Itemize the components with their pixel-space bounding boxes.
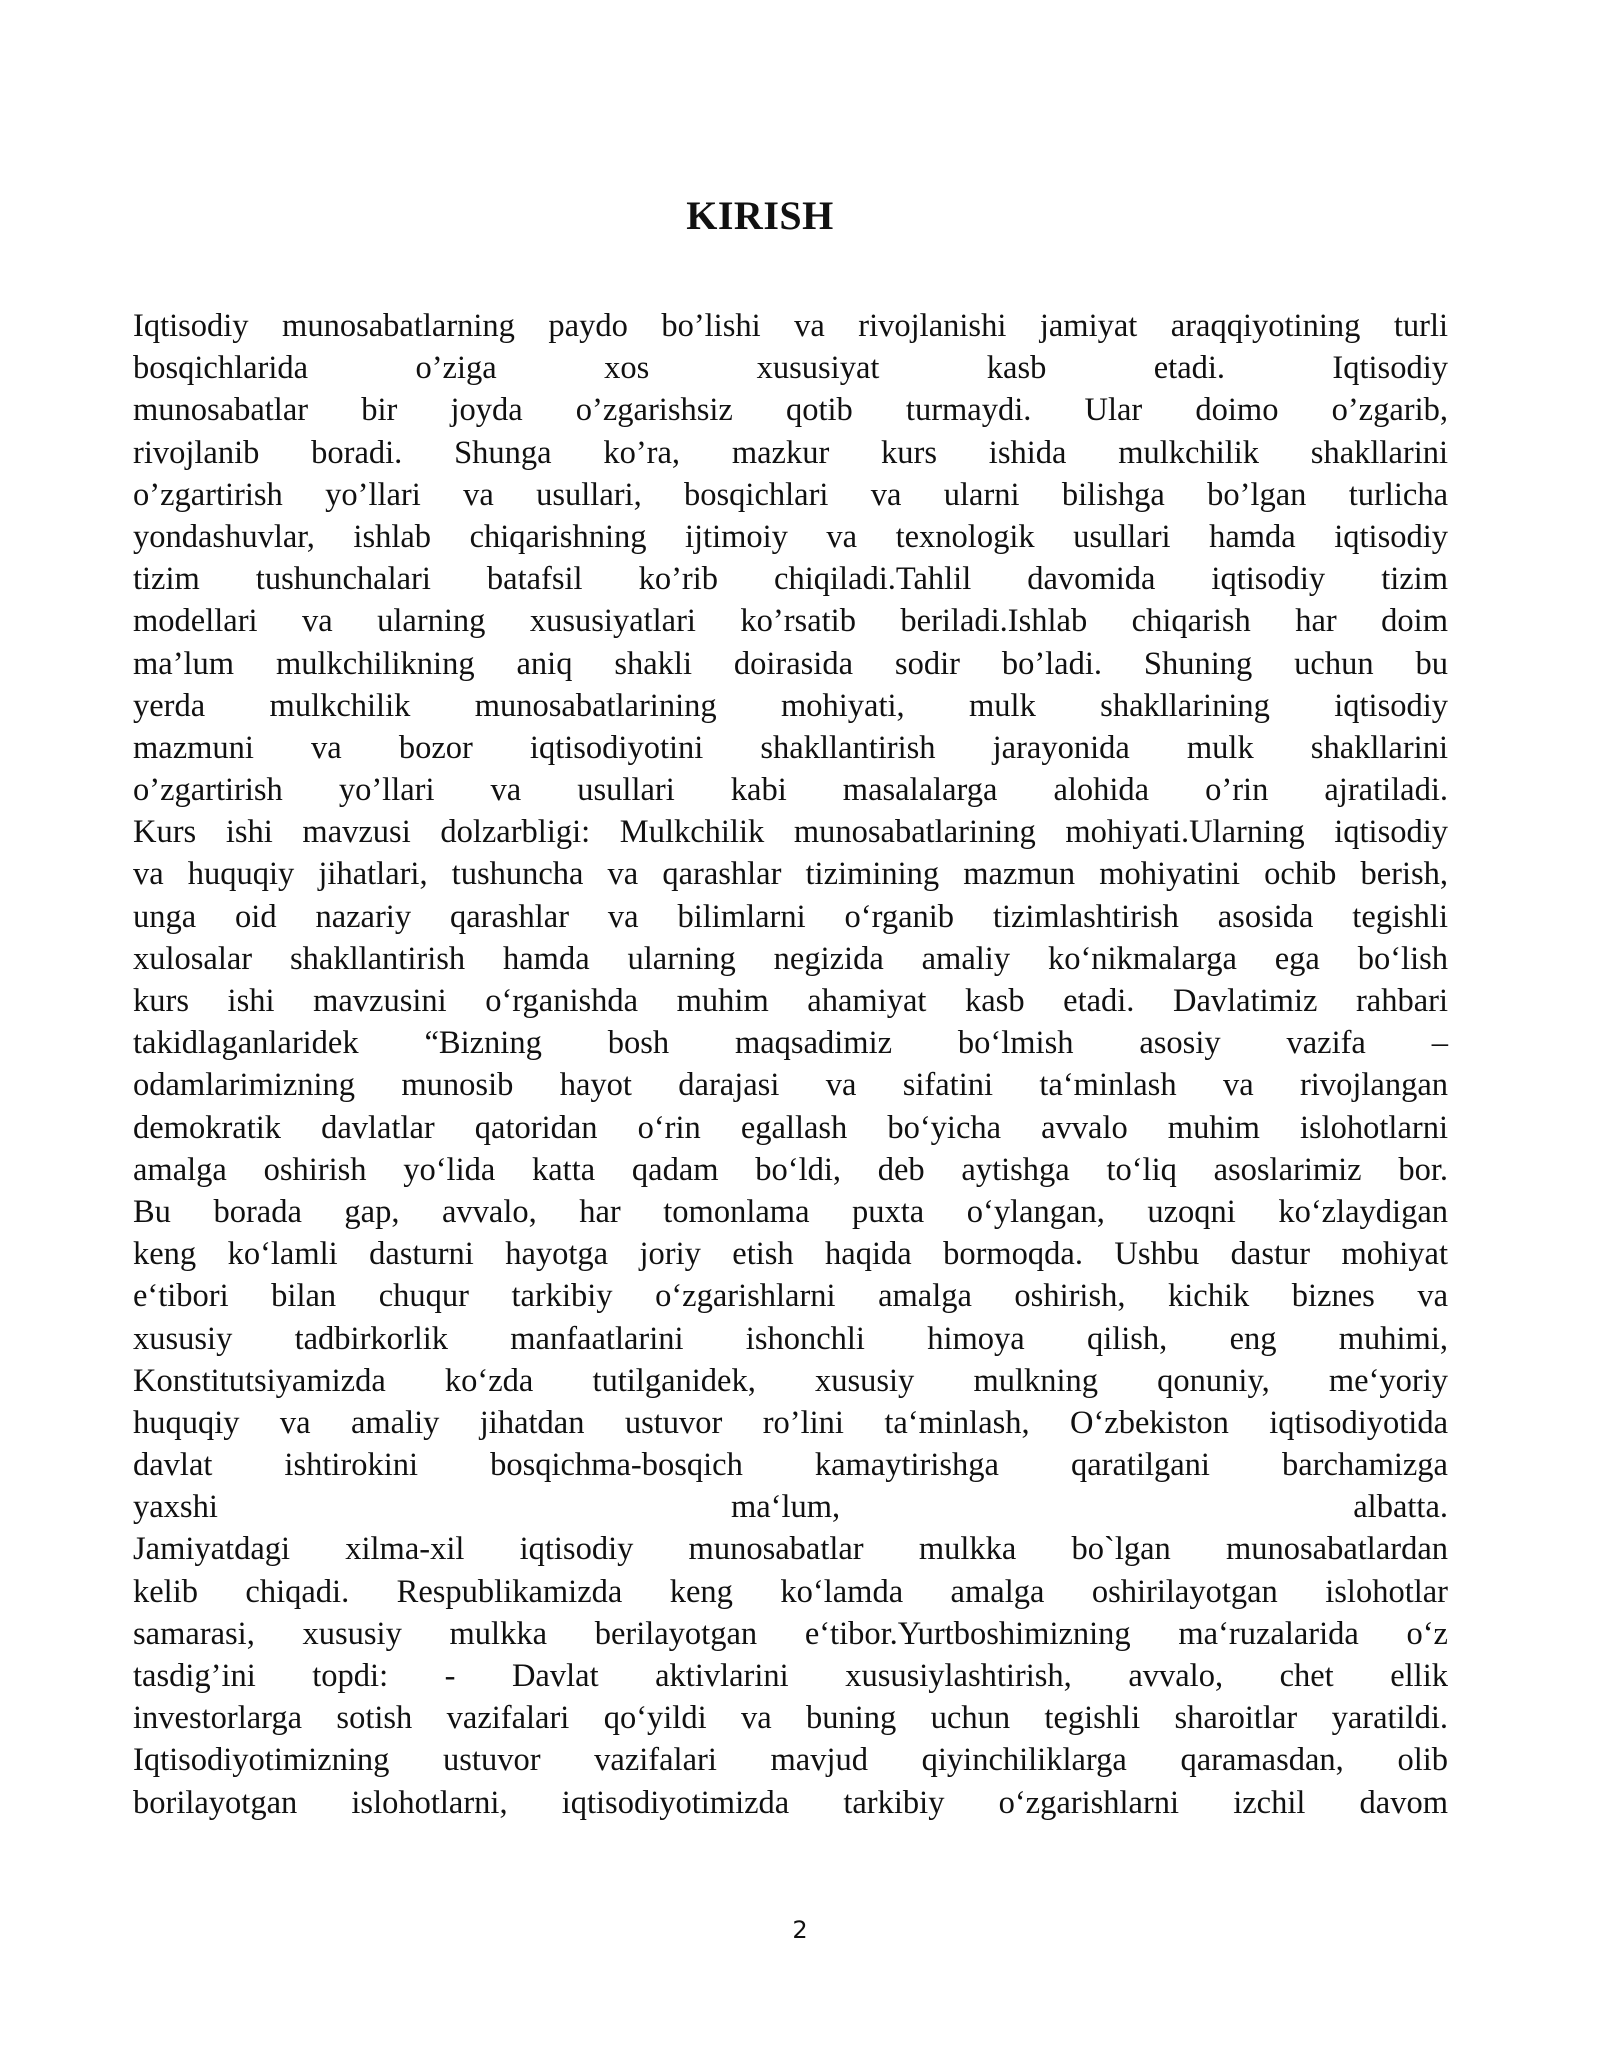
text-line: yondashuvlar, ishlab chiqarishning ijtimoiy va texnologik usullari hamda iqtisodiy bbox=[133, 518, 1448, 555]
text-line: tasdig’ini topdi: - Davlat aktivlarini xususiylashtirish, avvalo, chet ellik bbox=[133, 1658, 1448, 1694]
text-line: yerda mulkchilik munosabatlarining mohiyati, mulk shakllarining iqtisodiy bbox=[133, 687, 1448, 724]
text-line: kurs ishi mavzusini oʻrganishda muhim ahamiyat kasb etadi. Davlatimiz rahbari bbox=[133, 983, 1448, 1019]
text-line: keng koʻlamli dasturni hayotga joriy etish haqida bormoqda. Ushbu dastur mohiyat bbox=[133, 1236, 1448, 1273]
text-line: Konstitutsiyamizda koʻzda tutilganidek, xususiy mulkning qonuniy, meʻyoriy bbox=[133, 1362, 1448, 1399]
text-line: davlat ishtirokini bosqichma-bosqich kamaytirishga qaratilgani barchamizga bbox=[133, 1447, 1448, 1484]
text-line: Jamiyatdagi xilma-xil iqtisodiy munosabatlar mulkka bo`lgan munosabatlardan bbox=[133, 1531, 1448, 1568]
page-title: KIRISH bbox=[686, 193, 834, 238]
text-line: eʻtibori bilan chuqur tarkibiy oʻzgarishlarni amalga oshirish, kichik biznes va bbox=[133, 1278, 1448, 1315]
text-line: takidlaganlaridek “Bizning bosh maqsadimiz boʻlmish asosiy vazifa – bbox=[133, 1025, 1448, 1062]
text-line: Iqtisodiy munosabatlarning paydo bo’lishi va rivojlanishi jamiyat araqqiyotining turli bbox=[133, 308, 1448, 344]
text-line: kelib chiqadi. Respublikamizda keng koʻlamda amalga oshirilayotgan islohotlar bbox=[133, 1573, 1448, 1610]
text-line: Bu borada gap, avvalo, har tomonlama puxta oʻylangan, uzoqni koʻzlaydigan bbox=[133, 1193, 1448, 1230]
text-line: munosabatlar bir joyda o’zgarishsiz qotib turmaydi. Ular doimo o’zgarib, bbox=[133, 392, 1448, 429]
text-line: Iqtisodiyotimizning ustuvor vazifalari mavjud qiyinchiliklarga qaramasdan, olib bbox=[133, 1742, 1448, 1779]
text-line: yaxshi maʻlum, albatta. bbox=[133, 1489, 1448, 1526]
text-line: demokratik davlatlar qatoridan oʻrin egallash boʻyicha avvalo muhim islohotlarni bbox=[133, 1109, 1448, 1146]
body-paragraph bbox=[133, 305, 1448, 1824]
text-line: investorlarga sotish vazifalari qoʻyildi va buning uchun tegishli sharoitlar yaratildi. bbox=[133, 1700, 1448, 1737]
text-line: ma’lum mulkchilikning aniq shakli doirasida sodir bo’ladi. Shuning uchun bu bbox=[133, 645, 1448, 682]
text-line: modellari va ularning xususiyatlari ko’rsatib beriladi.Ishlab chiqarish har doim bbox=[133, 603, 1448, 640]
text-line: o’zgartirish yo’llari va usullari, bosqichlari va ularni bilishga bo’lgan turlicha bbox=[133, 476, 1448, 513]
text-line: va huquqiy jihatlari, tushuncha va qarashlar tizimining mazmun mohiyatini ochib berish, bbox=[133, 856, 1448, 893]
text-line: rivojlanib boradi. Shunga ko’ra, mazkur kurs ishida mulkchilik shakllarini bbox=[133, 434, 1448, 471]
text-line: o’zgartirish yo’llari va usullari kabi masalalarga alohida o’rin ajratiladi. bbox=[133, 772, 1448, 809]
text-line: unga oid nazariy qarashlar va bilimlarni oʻrganib tizimlashtirish asosida tegishli bbox=[133, 898, 1448, 935]
text-line: huquqiy va amaliy jihatdan ustuvor ro’lini taʻminlash, Oʻzbekiston iqtisodiyotida bbox=[133, 1404, 1448, 1441]
text-line: mazmuni va bozor iqtisodiyotini shakllantirish jarayonida mulk shakllarini bbox=[133, 729, 1448, 766]
text-line: samarasi, xususiy mulkka berilayotgan eʻtibor.Yurtboshimizning maʻruzalarida oʻz bbox=[133, 1615, 1448, 1652]
page-number: 2 bbox=[792, 1916, 808, 1944]
text-line: tizim tushunchalari batafsil ko’rib chiqiladi.Tahlil davomida iqtisodiy tizim bbox=[133, 561, 1448, 598]
text-line: bosqichlarida o’ziga xos xususiyat kasb etadi. Iqtisodiy bbox=[133, 350, 1448, 387]
text-line: xulosalar shakllantirish hamda ularning negizida amaliy koʻnikmalarga ega boʻlish bbox=[133, 940, 1448, 977]
text-line: odamlarimizning munosib hayot darajasi va sifatini taʻminlash va rivojlangan bbox=[133, 1067, 1448, 1104]
text-line: Kurs ishi mavzusi dolzarbligi: Mulkchilik munosabatlarining mohiyati.Ularning iqtisodiy bbox=[133, 814, 1448, 851]
text-line: xususiy tadbirkorlik manfaatlarini ishonchli himoya qilish, eng muhimi, bbox=[133, 1320, 1448, 1357]
text-line: borilayotgan islohotlarni, iqtisodiyotimizda tarkibiy oʻzgarishlarni izchil davom bbox=[133, 1784, 1448, 1821]
text-line: amalga oshirish yoʻlida katta qadam boʻldi, deb aytishga toʻliq asoslarimiz bor. bbox=[133, 1151, 1448, 1188]
